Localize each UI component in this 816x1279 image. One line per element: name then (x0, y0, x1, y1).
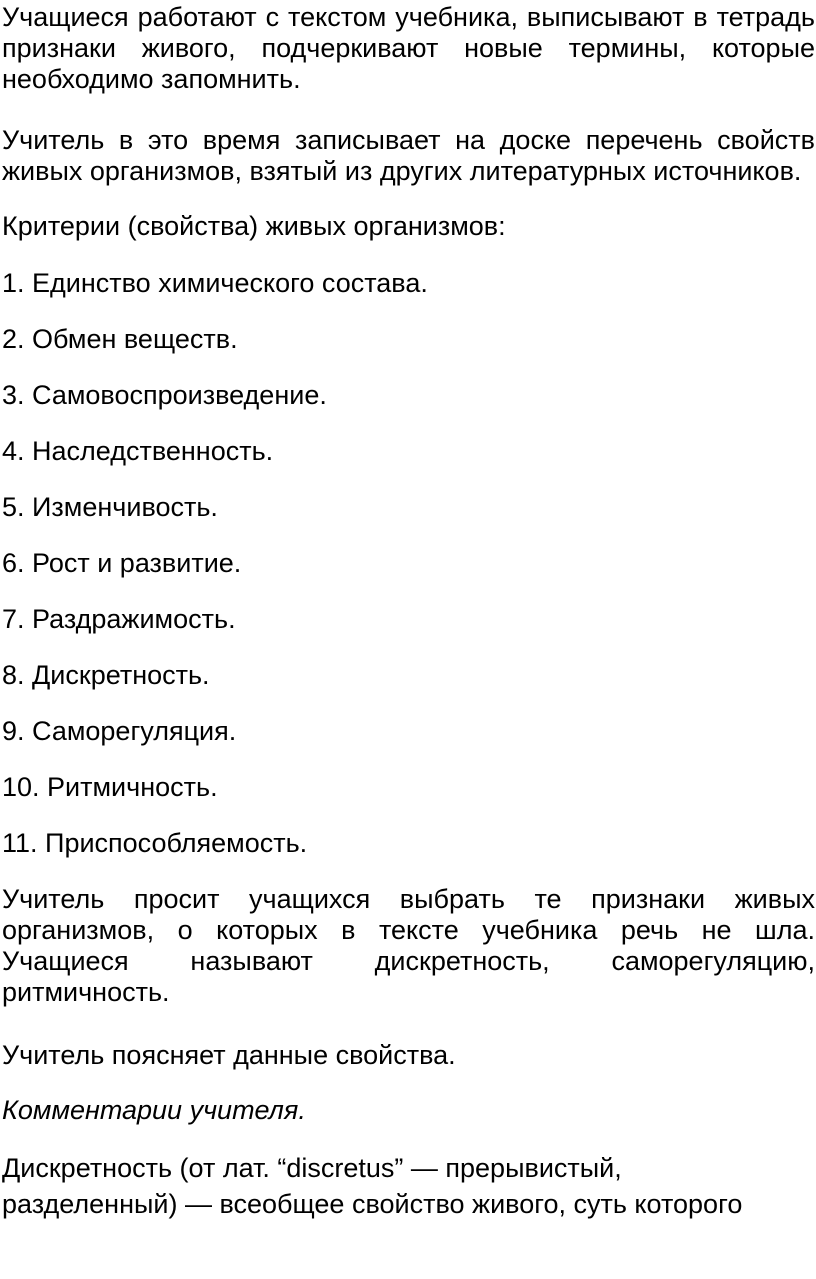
criteria-item: 3. Самовоспроизведение. (2, 380, 327, 410)
paragraph-students-work: Учащиеся работают с текстом учебника, выписывают в тетрадь признаки живого, подчеркивают новые термины, которые необходимо запомнить. (2, 2, 815, 94)
criteria-list (2, 268, 815, 859)
definition-line: разделенный) — всеобщее свойство живого, суть которого (2, 1189, 743, 1219)
criteria-item: 10. Ритмичность. (2, 772, 218, 802)
criteria-item: 7. Раздражимость. (2, 604, 236, 634)
paragraph-teacher-writes: Учитель в это время записывает на доске перечень свойств живых организмов, взятый из других литературных источников. (2, 125, 815, 186)
criteria-item: 8. Дискретность. (2, 660, 210, 690)
criteria-heading: Критерии (свойства) живых организмов: (2, 211, 506, 241)
teacher-comments-heading: Комментарии учителя. (2, 1095, 306, 1125)
paragraph-teacher-asks: Учитель просит учащихся выбрать те признаки живых организмов, о которых в тексте учебника речь не шла. Учащиеся называют дискретность, саморегуляцию, ритмичность. (2, 884, 815, 1007)
criteria-item: 6. Рост и развитие. (2, 548, 242, 578)
paragraph-teacher-explains: Учитель поясняет данные свойства. (2, 1040, 456, 1070)
criteria-item: 9. Саморегуляция. (2, 716, 237, 746)
criteria-item: 4. Наследственность. (2, 436, 274, 466)
criteria-item: 5. Изменчивость. (2, 492, 218, 522)
definition-line: Дискретность (от лат. “discretus” — прерывистый, (2, 1153, 622, 1183)
criteria-item: 1. Единство химического состава. (2, 268, 428, 298)
criteria-item: 2. Обмен веществ. (2, 324, 238, 354)
criteria-item: 11. Приспособляемость. (2, 828, 308, 858)
paragraph-discreteness-definition (2, 1150, 815, 1222)
